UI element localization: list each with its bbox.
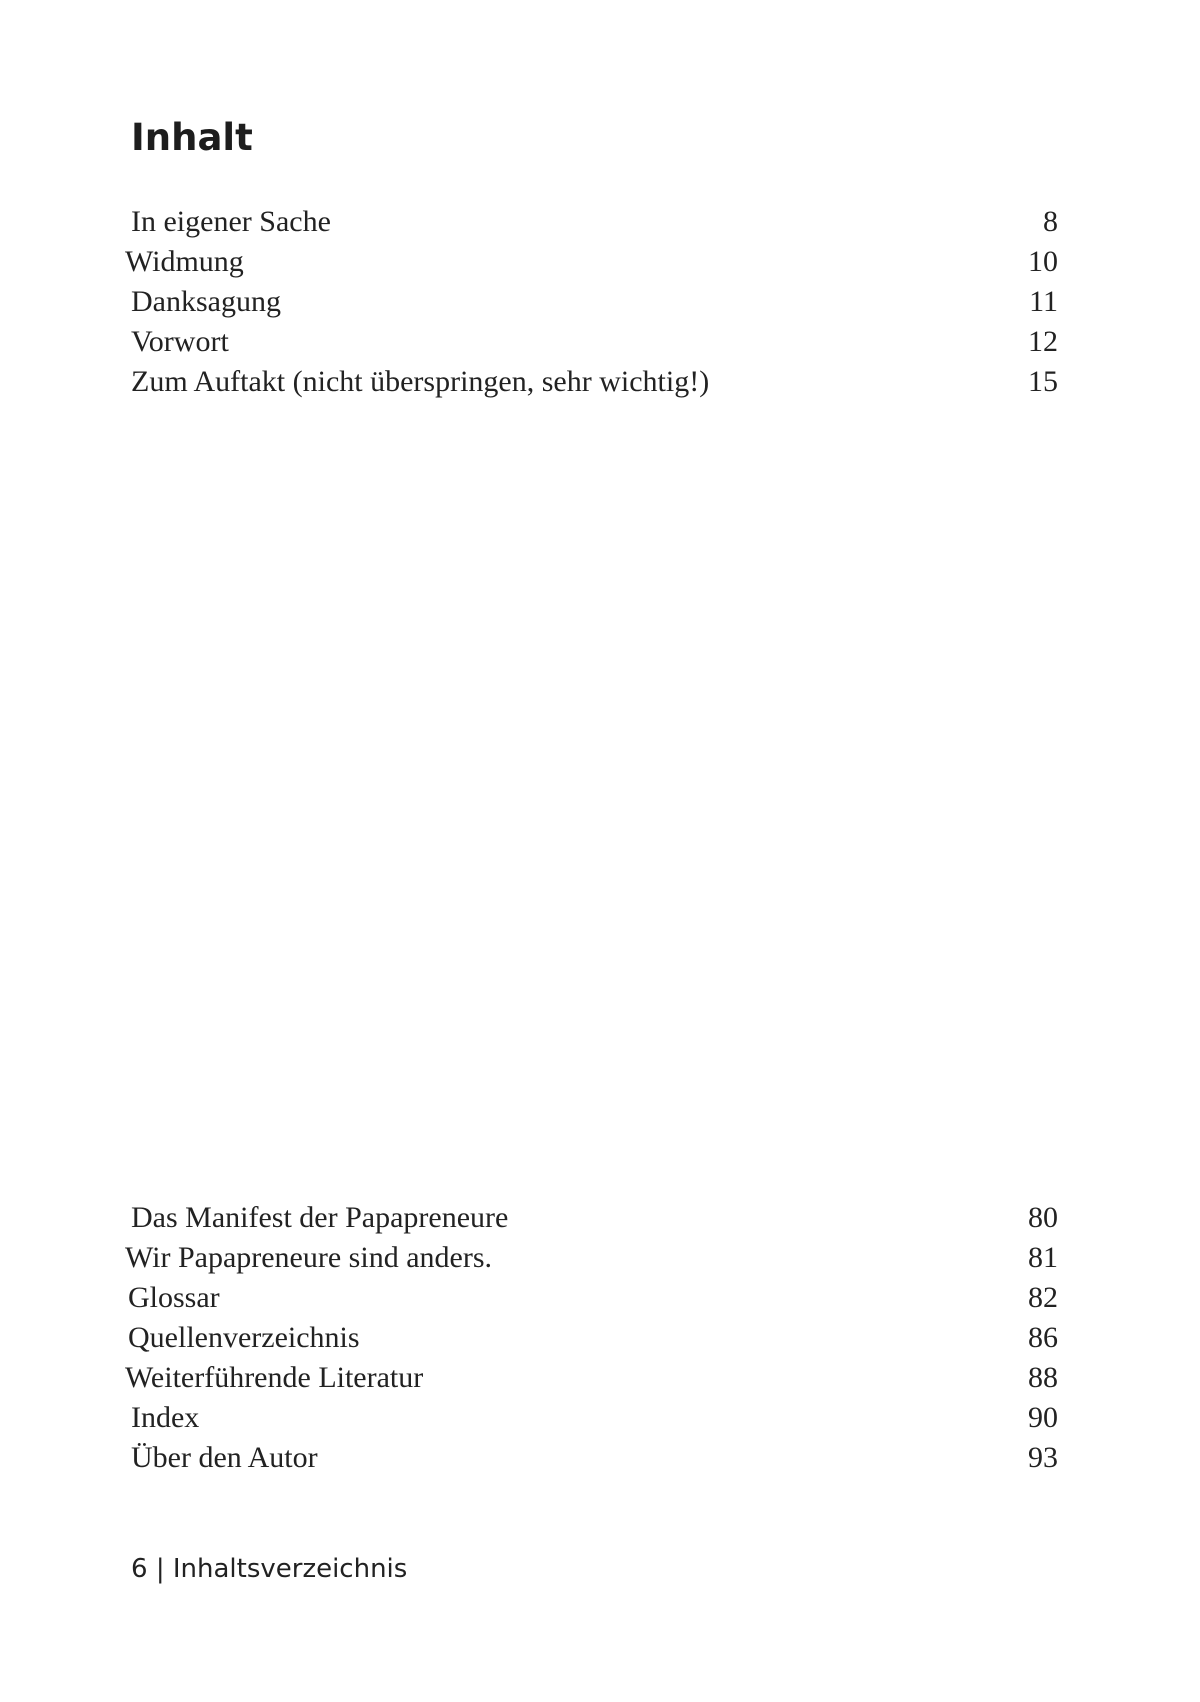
toc-list-front-matter xyxy=(0,202,1200,402)
toc-entry[interactable] xyxy=(0,1398,1200,1438)
toc-entry-page: 90 xyxy=(1028,1401,1058,1434)
toc-entry-page: 10 xyxy=(1028,245,1058,278)
toc-entry[interactable] xyxy=(0,1318,1200,1358)
toc-entry-title: Das Manifest der Papapreneure xyxy=(131,1201,509,1234)
toc-entry-page: 82 xyxy=(1028,1281,1058,1314)
toc-entry-page: 12 xyxy=(1028,325,1058,358)
toc-entry-title: Widmung xyxy=(125,245,244,278)
toc-entry-title: Vorwort xyxy=(131,325,229,358)
toc-entry-title: Weiterführende Literatur xyxy=(125,1361,424,1394)
toc-entry-page: 86 xyxy=(1028,1321,1058,1354)
toc-entry-title: Danksagung xyxy=(131,285,281,318)
toc-entry[interactable] xyxy=(0,322,1200,362)
toc-entry[interactable] xyxy=(0,362,1200,402)
toc-entry[interactable] xyxy=(0,202,1200,242)
toc-list-back-matter xyxy=(0,1198,1200,1478)
toc-entry-page: 80 xyxy=(1028,1201,1058,1234)
toc-entry-title: Über den Autor xyxy=(131,1441,318,1474)
toc-entry-title: Zum Auftakt (nicht überspringen, sehr wichtig!) xyxy=(131,365,710,398)
toc-entry-page: 88 xyxy=(1028,1361,1058,1394)
toc-entry-title: Quellenverzeichnis xyxy=(128,1321,360,1354)
toc-entry[interactable] xyxy=(0,282,1200,322)
footer-separator: | xyxy=(155,1554,165,1584)
toc-entry-title: In eigener Sache xyxy=(131,205,331,238)
toc-entry[interactable] xyxy=(0,1438,1200,1478)
toc-entry[interactable] xyxy=(0,242,1200,282)
toc-entry-page: 81 xyxy=(1028,1241,1058,1274)
toc-entry-title: Index xyxy=(131,1401,200,1434)
toc-entry[interactable] xyxy=(0,1278,1200,1318)
footer-page-number: 6 xyxy=(131,1554,148,1584)
toc-entry[interactable] xyxy=(0,1198,1200,1238)
toc-entry[interactable] xyxy=(0,1238,1200,1278)
page-footer xyxy=(131,1551,407,1587)
toc-entry-page: 8 xyxy=(1043,205,1058,238)
toc-entry-page: 93 xyxy=(1028,1441,1058,1474)
toc-entry-page: 11 xyxy=(1029,285,1058,318)
footer-section-title: Inhaltsverzeichnis xyxy=(172,1554,408,1584)
toc-entry-page: 15 xyxy=(1028,365,1058,398)
page-title: Inhalt xyxy=(131,116,253,159)
toc-entry[interactable] xyxy=(0,1358,1200,1398)
toc-entry-title: Wir Papapreneure sind anders. xyxy=(125,1241,492,1274)
toc-entry-title: Glossar xyxy=(128,1281,220,1314)
